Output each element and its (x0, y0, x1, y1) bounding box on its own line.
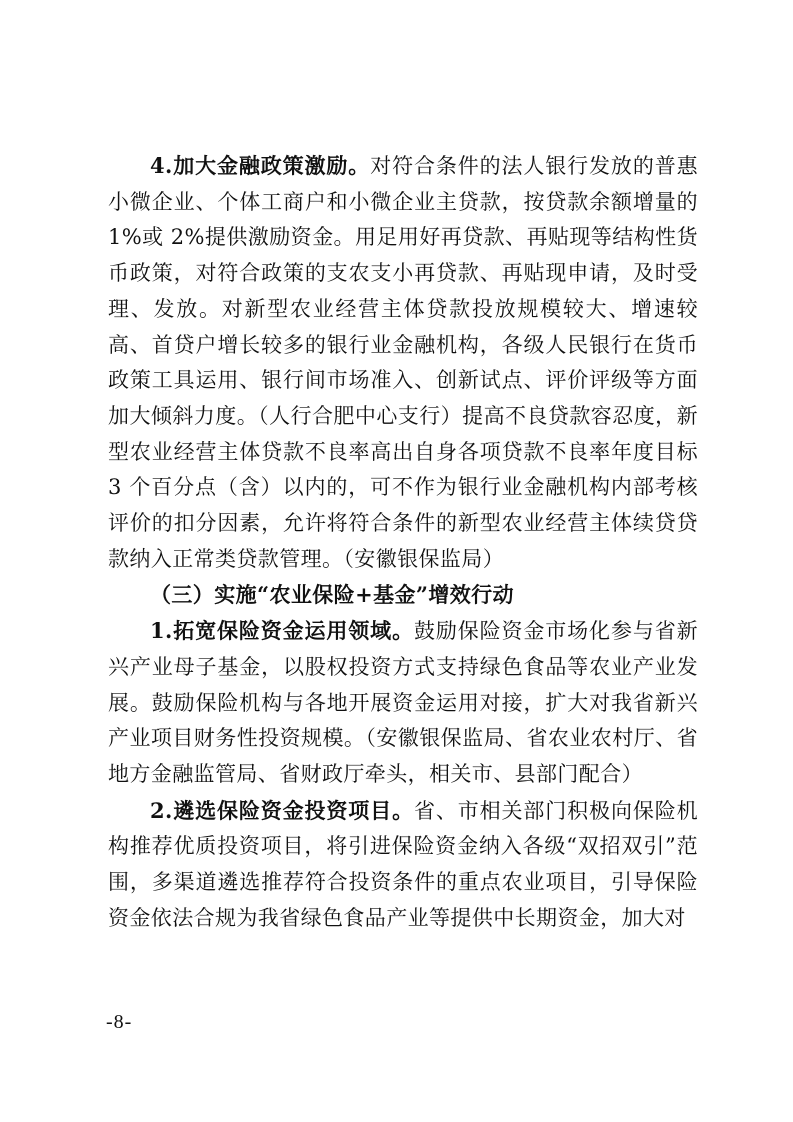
paragraph-insurance-investment-projects (108, 793, 698, 937)
paragraph-text: 省、市相关部门积极向保险机构推荐优质投资项目，将引进保险资金纳入各级“双招双引”范围，多渠道遴选推荐符合投资条件的重点农业项目，引导保险资金依法合规为我省绿色食品产业等提供中长期资金，加大对 (108, 798, 699, 930)
paragraph-lead: 1.拓宽保险资金运用领域。 (150, 618, 414, 644)
paragraph-financial-policy-incentive (108, 148, 698, 577)
section-heading: （三）实施“农业保险+基金”增效行动 (150, 582, 514, 608)
paragraph-lead: 2.遴选保险资金投资项目。 (150, 797, 414, 823)
page-number: -8- (106, 1011, 133, 1033)
paragraph-lead: 4.加大金融政策激励。 (150, 153, 371, 178)
paragraph-text: 鼓励保险资金市场化参与省新兴产业母子基金，以股权投资方式支持绿色食品等农业产业发展。鼓励保险机构与各地开展资金运用对接，扩大对我省新兴产业项目财务性投资规模。（安徽银保监局、省农业农村厅、省地方金融监管局、省财政厅牵头，相关市、县部门配合） (108, 619, 699, 786)
paragraph-insurance-funds-scope (108, 613, 698, 793)
document-body (108, 148, 698, 936)
paragraph-text: 对符合条件的法人银行发放的普惠小微企业、个体工商户和小微企业主贷款，按贷款余额增量的 1%或 2%提供激励资金。用足用好再贷款、再贴现等结构性货币政策，对符合政策的支农支小再贷款、再贴现申请，及时受理、发放。对新型农业经营主体贷款投放规模较大、增速较高、首贷户增长较多的银行业金融机构，各级人民银行在货币政策工具运用、银行间市场准入、创新试点、评价评级等方面加大倾斜力度。（人行合肥中心支行）提高不良贷款容忍度，新型农业经营主体贷款不良率高出自身各项贷款不良率年度目标 3 个百分点（含）以内的，可不作为银行业金融机构内部考核评价的扣分因素，允许将符合条件的新型农业经营主体续贷贷款纳入正常类贷款管理。（安徽银保监局） (108, 154, 698, 571)
